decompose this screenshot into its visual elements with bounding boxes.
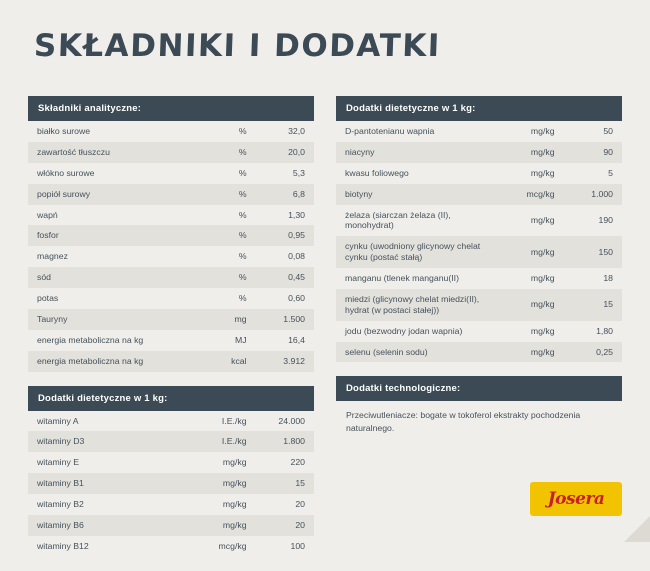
row-value: 1.800 <box>256 431 314 452</box>
row-unit: I.E./kg <box>187 411 255 432</box>
row-value: 5 <box>564 163 622 184</box>
table-row <box>28 267 314 288</box>
table-row <box>28 225 314 246</box>
row-unit: mg <box>187 309 255 330</box>
row-value: 0,45 <box>256 267 314 288</box>
table-row <box>336 205 622 237</box>
table-row <box>28 411 314 432</box>
dietetic-heading: Dodatki dietetyczne w 1 kg: <box>336 96 622 121</box>
analytical-table <box>28 121 314 372</box>
row-unit: mcg/kg <box>495 184 563 205</box>
row-value: 15 <box>256 473 314 494</box>
table-row <box>28 121 314 142</box>
row-label: witaminy A <box>28 411 187 432</box>
row-value: 150 <box>564 236 622 268</box>
row-unit: mg/kg <box>187 473 255 494</box>
row-value: 1.000 <box>564 184 622 205</box>
row-label: niacyny <box>336 142 495 163</box>
table-row <box>28 246 314 267</box>
table-row <box>28 431 314 452</box>
row-unit: kcal <box>187 351 255 372</box>
row-unit: mg/kg <box>495 205 563 237</box>
row-unit: mg/kg <box>495 236 563 268</box>
row-unit: % <box>187 142 255 163</box>
page-title: SKŁADNIKI I DODATKI <box>33 28 442 64</box>
table-row <box>28 473 314 494</box>
row-label: witaminy D3 <box>28 431 187 452</box>
row-unit: mg/kg <box>187 494 255 515</box>
table-row <box>28 163 314 184</box>
row-label: żelaza (siarczan żelaza (II), monohydrat) <box>336 205 495 237</box>
row-unit: mg/kg <box>187 452 255 473</box>
row-unit: mg/kg <box>495 121 563 142</box>
row-value: 5,3 <box>256 163 314 184</box>
row-unit: % <box>187 225 255 246</box>
left-column <box>28 96 314 571</box>
row-unit: % <box>187 288 255 309</box>
table-row <box>28 351 314 372</box>
table-row <box>28 330 314 351</box>
row-unit: % <box>187 246 255 267</box>
table-row <box>28 515 314 536</box>
row-unit: mg/kg <box>495 163 563 184</box>
row-unit: mg/kg <box>187 515 255 536</box>
table-row <box>28 205 314 226</box>
row-label: D-pantotenianu wapnia <box>336 121 495 142</box>
row-value: 20 <box>256 494 314 515</box>
row-value: 0,60 <box>256 288 314 309</box>
row-value: 0,25 <box>564 342 622 363</box>
row-label: cynku (uwodniony glicynowy chelat cynku (postać stałą) <box>336 236 495 268</box>
analytical-block <box>28 96 314 372</box>
row-value: 90 <box>564 142 622 163</box>
row-value: 24.000 <box>256 411 314 432</box>
dietetic-table <box>336 121 622 362</box>
row-unit: % <box>187 121 255 142</box>
table-row <box>28 452 314 473</box>
analytical-heading: Składniki analityczne: <box>28 96 314 121</box>
row-unit: % <box>187 205 255 226</box>
row-value: 20 <box>256 515 314 536</box>
row-label: energia metaboliczna na kg <box>28 351 187 372</box>
dietetic-block <box>336 96 622 362</box>
page-corner-fold <box>624 516 650 542</box>
vitamins-heading: Dodatki dietetyczne w 1 kg: <box>28 386 314 411</box>
row-unit: mcg/kg <box>187 536 255 557</box>
row-unit: mg/kg <box>495 289 563 321</box>
row-value: 15 <box>564 289 622 321</box>
row-label: selenu (selenin sodu) <box>336 342 495 363</box>
row-value: 16,4 <box>256 330 314 351</box>
row-value: 0,08 <box>256 246 314 267</box>
row-value: 100 <box>256 536 314 557</box>
row-label: witaminy B2 <box>28 494 187 515</box>
row-unit: mg/kg <box>495 342 563 363</box>
vitamins-table <box>28 411 314 557</box>
table-row <box>336 321 622 342</box>
table-row <box>336 163 622 184</box>
row-value: 18 <box>564 268 622 289</box>
row-label: białko surowe <box>28 121 187 142</box>
table-row <box>28 309 314 330</box>
logo-text: Josera <box>547 489 605 509</box>
vitamins-block <box>28 386 314 557</box>
row-value: 220 <box>256 452 314 473</box>
table-row <box>336 289 622 321</box>
row-label: zawartość tłuszczu <box>28 142 187 163</box>
table-row <box>336 236 622 268</box>
row-label: wapń <box>28 205 187 226</box>
row-label: witaminy B1 <box>28 473 187 494</box>
table-row <box>336 184 622 205</box>
table-row <box>336 268 622 289</box>
row-label: Tauryny <box>28 309 187 330</box>
technological-note: Przeciwutleniacze: bogate w tokoferol ekstrakty pochodzenia naturalnego. <box>336 401 622 444</box>
row-unit: % <box>187 267 255 288</box>
technological-block <box>336 376 622 444</box>
row-label: kwasu foliowego <box>336 163 495 184</box>
table-row <box>336 121 622 142</box>
row-unit: mg/kg <box>495 268 563 289</box>
row-label: magnez <box>28 246 187 267</box>
row-value: 1,30 <box>256 205 314 226</box>
row-label: włókno surowe <box>28 163 187 184</box>
row-label: manganu (tlenek manganu(II) <box>336 268 495 289</box>
row-unit: mg/kg <box>495 142 563 163</box>
row-unit: MJ <box>187 330 255 351</box>
table-row <box>336 342 622 363</box>
table-row <box>28 494 314 515</box>
table-row <box>28 184 314 205</box>
row-value: 20,0 <box>256 142 314 163</box>
table-row <box>336 142 622 163</box>
row-unit: I.E./kg <box>187 431 255 452</box>
row-label: jodu (bezwodny jodan wapnia) <box>336 321 495 342</box>
table-row <box>28 142 314 163</box>
row-label: potas <box>28 288 187 309</box>
row-label: fosfor <box>28 225 187 246</box>
row-label: witaminy E <box>28 452 187 473</box>
table-row <box>28 536 314 557</box>
row-unit: mg/kg <box>495 321 563 342</box>
row-value: 0,95 <box>256 225 314 246</box>
row-value: 1,80 <box>564 321 622 342</box>
row-label: sód <box>28 267 187 288</box>
row-label: popiół surowy <box>28 184 187 205</box>
row-value: 3.912 <box>256 351 314 372</box>
row-value: 6,8 <box>256 184 314 205</box>
row-label: miedzi (glicynowy chelat miedzi(II), hydrat (w postaci stałej)) <box>336 289 495 321</box>
row-label: witaminy B12 <box>28 536 187 557</box>
row-label: witaminy B6 <box>28 515 187 536</box>
row-unit: % <box>187 163 255 184</box>
row-value: 32,0 <box>256 121 314 142</box>
technological-heading: Dodatki technologiczne: <box>336 376 622 401</box>
table-row <box>28 288 314 309</box>
row-value: 50 <box>564 121 622 142</box>
row-label: biotyny <box>336 184 495 205</box>
brand-logo <box>530 482 622 516</box>
row-label: energia metaboliczna na kg <box>28 330 187 351</box>
row-value: 1.500 <box>256 309 314 330</box>
row-value: 190 <box>564 205 622 237</box>
row-unit: % <box>187 184 255 205</box>
